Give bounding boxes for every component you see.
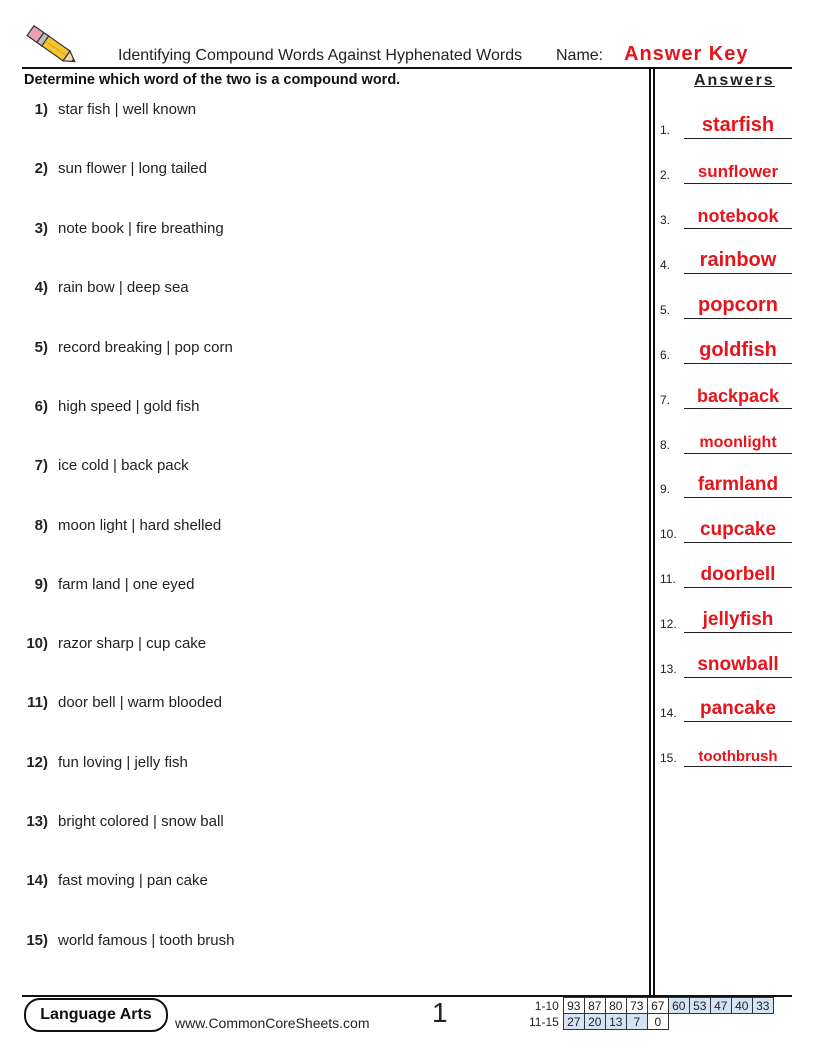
- answer-number: 7.: [660, 393, 671, 407]
- worksheet-title: Identifying Compound Words Against Hyphenated Words: [118, 47, 523, 64]
- score-row-label: 1-10: [534, 998, 559, 1013]
- answer-word: sunflower: [697, 162, 779, 181]
- answer-number: 4.: [660, 258, 671, 272]
- answer-line: [684, 228, 792, 229]
- answer-number: 5.: [660, 303, 671, 317]
- question-number: 1): [34, 101, 48, 118]
- answer-line: [684, 183, 792, 184]
- question-text: fast moving | pan cake: [58, 872, 208, 889]
- answer-item: [660, 468, 792, 498]
- question-text: bright colored | snow ball: [58, 813, 224, 830]
- question-number: 12): [26, 754, 48, 771]
- answer-line: [684, 138, 792, 139]
- answer-item: [660, 513, 792, 543]
- answer-word: backpack: [696, 386, 780, 406]
- answer-number: 8.: [660, 438, 671, 452]
- answer-line: [684, 721, 792, 722]
- question-number: 6): [34, 398, 48, 415]
- answer-number: 3.: [660, 213, 671, 227]
- question-number: 3): [34, 220, 48, 237]
- answers-heading: Answers: [694, 72, 775, 89]
- question-text: ice cold | back pack: [58, 457, 189, 474]
- answer-line: [684, 273, 792, 274]
- question-text: sun flower | long tailed: [58, 160, 207, 177]
- answer-item: [660, 244, 792, 274]
- subject-badge: Language Arts: [24, 998, 168, 1032]
- answer-number: 9.: [660, 482, 671, 496]
- answer-item: [660, 424, 792, 454]
- question-number: 4): [34, 279, 48, 296]
- answer-number: 13.: [660, 662, 677, 676]
- answer-item: [660, 289, 792, 319]
- question-text: farm land | one eyed: [58, 576, 195, 593]
- answer-line: [684, 587, 792, 588]
- answer-word: toothbrush: [698, 748, 778, 765]
- answer-word: snowball: [697, 654, 779, 675]
- score-cell: 87: [584, 998, 605, 1014]
- score-row: [526, 998, 773, 1014]
- answer-item: [660, 692, 792, 722]
- question-number: 9): [34, 576, 48, 593]
- score-cell: 13: [605, 1014, 626, 1030]
- question-text: high speed | gold fish: [58, 398, 200, 415]
- answer-line: [684, 363, 792, 364]
- question-number: 13): [26, 813, 48, 830]
- answer-line: [684, 408, 792, 409]
- answer-number: 6.: [660, 348, 671, 362]
- answer-line: [684, 766, 792, 767]
- answer-number: 14.: [660, 706, 677, 720]
- site-url: www.CommonCoreSheets.com: [175, 1015, 370, 1031]
- answer-item: [660, 558, 792, 588]
- score-cell: 53: [689, 998, 710, 1014]
- score-cell: 47: [710, 998, 731, 1014]
- answer-line: [684, 677, 792, 678]
- answer-number: 1.: [660, 123, 671, 137]
- question-number: 5): [34, 339, 48, 356]
- answer-word: goldfish: [699, 339, 777, 361]
- score-cell: 0: [647, 1014, 668, 1030]
- column-divider: [649, 68, 651, 996]
- score-cell: 40: [731, 998, 752, 1014]
- question-text: world famous | tooth brush: [58, 932, 235, 949]
- answer-item: [660, 109, 792, 139]
- answer-word: notebook: [697, 206, 779, 226]
- name-label: Name:: [556, 47, 604, 64]
- question-text: note book | fire breathing: [58, 220, 224, 237]
- question-text: fun loving | jelly fish: [58, 754, 188, 771]
- answer-line: [684, 497, 792, 498]
- answer-word: popcorn: [698, 294, 778, 316]
- answer-word: pancake: [699, 698, 777, 719]
- question-text: door bell | warm blooded: [58, 694, 222, 711]
- question-text: razor sharp | cup cake: [58, 635, 207, 652]
- pencil-icon: [20, 22, 82, 68]
- question-number: 2): [34, 160, 48, 177]
- answer-line: [684, 542, 792, 543]
- question-text: record breaking | pop corn: [58, 339, 233, 356]
- question-number: 15): [26, 932, 48, 949]
- question-number: 11): [27, 694, 48, 711]
- score-table: [526, 997, 774, 1030]
- answer-number: 2.: [660, 168, 671, 182]
- score-cell: 33: [752, 998, 773, 1014]
- answer-word: starfish: [701, 114, 775, 136]
- answer-word: moonlight: [699, 434, 777, 451]
- score-cell: 80: [605, 998, 626, 1014]
- answer-item: [660, 334, 792, 364]
- question-text: star fish | well known: [58, 101, 197, 118]
- answer-key-label: Answer Key: [624, 43, 749, 65]
- instructions: Determine which word of the two is a compound word.: [24, 72, 401, 88]
- answer-number: 10.: [660, 527, 677, 541]
- score-cell: 20: [584, 1014, 605, 1030]
- question-number: 7): [34, 457, 48, 474]
- answer-item: [660, 737, 792, 767]
- score-cell: 67: [647, 998, 668, 1014]
- answer-word: jellyfish: [702, 609, 774, 630]
- question-number: 8): [34, 517, 48, 534]
- header-divider: [22, 67, 792, 69]
- answer-item: [660, 603, 792, 633]
- question-number: 14): [26, 872, 48, 889]
- answer-item: [660, 154, 792, 184]
- answer-word: farmland: [697, 474, 779, 495]
- answer-item: [660, 199, 792, 229]
- score-cell: 27: [563, 1014, 584, 1030]
- answer-line: [684, 632, 792, 633]
- score-row-label: 11-15: [529, 1014, 559, 1029]
- answer-item: [660, 648, 792, 678]
- answer-word: cupcake: [699, 519, 777, 540]
- score-cell: 60: [668, 998, 689, 1014]
- answer-word: doorbell: [700, 564, 776, 585]
- score-row: [526, 1014, 773, 1030]
- question-text: moon light | hard shelled: [58, 517, 222, 534]
- score-cell: 73: [626, 998, 647, 1014]
- answer-number: 15.: [660, 751, 677, 765]
- answer-number: 12.: [660, 617, 677, 631]
- question-text: rain bow | deep sea: [58, 279, 189, 296]
- answer-line: [684, 318, 792, 319]
- answer-number: 11.: [660, 572, 676, 586]
- column-divider: [653, 68, 655, 996]
- question-number: 10): [26, 635, 48, 652]
- page-number: 1: [432, 997, 448, 1028]
- answer-line: [684, 453, 792, 454]
- answer-word: rainbow: [699, 249, 777, 271]
- score-cell: 7: [626, 1014, 647, 1030]
- answer-item: [660, 379, 792, 409]
- score-cell: 93: [563, 998, 584, 1014]
